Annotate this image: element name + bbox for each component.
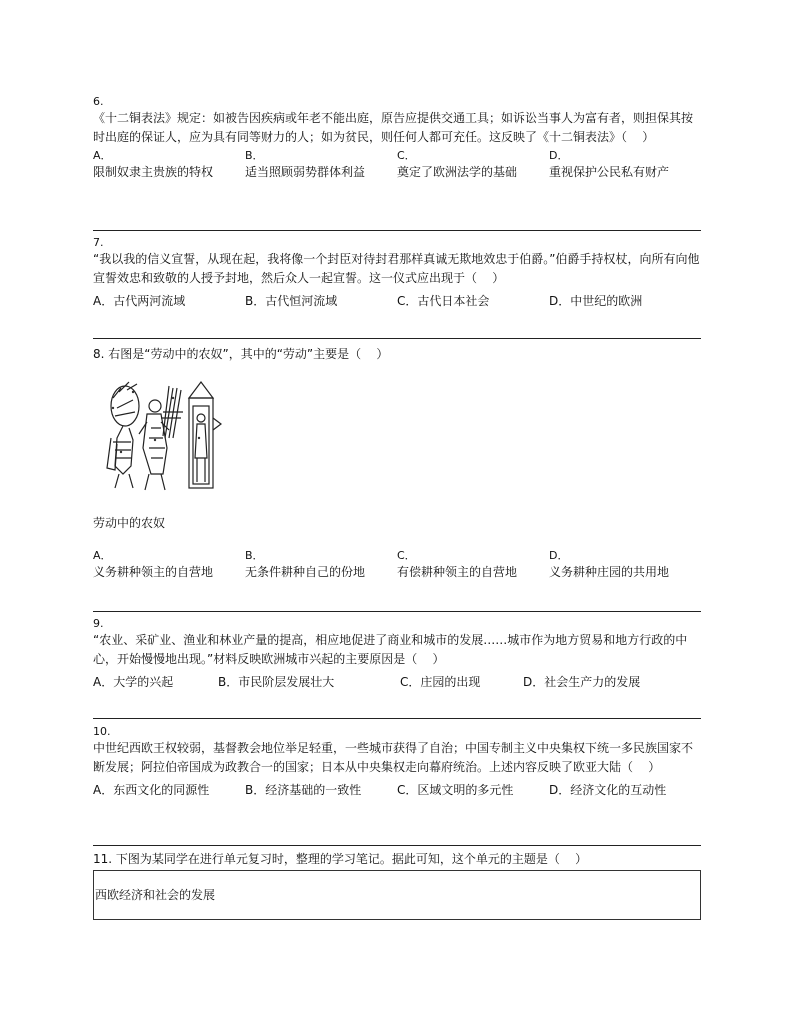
option-label: A． (93, 149, 112, 162)
option-c[interactable] (397, 547, 549, 582)
serfs-labor-woodcut-icon (103, 378, 229, 494)
question-8-options (93, 547, 701, 582)
option-text: 重视保护公民私有财产 (549, 165, 670, 179)
options (93, 147, 701, 182)
option-c[interactable] (397, 147, 549, 182)
question-number: 10. (93, 725, 111, 738)
option-text: 无条件耕种自己的份地 (245, 565, 366, 579)
question-number: 6. (93, 95, 104, 108)
options (93, 547, 701, 582)
option-b[interactable]: B．古代恒河流域 (245, 294, 338, 308)
question-stem: 8. 右图是“劳动中的农奴”，其中的“劳动”主要是（ ） (93, 347, 389, 361)
option-d[interactable]: D．中世纪的欧洲 (549, 294, 643, 308)
option-b[interactable]: B．经济基础的一致性 (245, 783, 362, 797)
divider (93, 338, 701, 339)
option-a[interactable]: A．东西文化的同源性 (93, 783, 210, 797)
question-stem: 11. 下图为某同学在进行单元复习时，整理的学习笔记。据此可知，这个单元的主题是（ ） (93, 852, 588, 866)
option-c[interactable]: C．古代日本社会 (397, 294, 490, 308)
divider (93, 718, 701, 719)
option-a[interactable] (93, 547, 245, 582)
option-label: D． (549, 549, 569, 562)
option-label: C． (397, 149, 416, 162)
question-8 (93, 345, 701, 364)
question-stem: 《十二铜表法》规定：如被告因疾病或年老不能出庭，原告应提供交通工具；如诉讼当事人为富有者，则担保其按时出庭的保证人，应为具有同等财力的人；如为贫民，则任何人都可充任。这反映了《十二铜表法》（ ） (93, 111, 694, 144)
option-label: C． (397, 549, 416, 562)
option-text: 适当照顾弱势群体利益 (245, 165, 366, 179)
question-stem: “农业、采矿业、渔业和林业产量的提高，相应地促进了商业和城市的发展……城市作为地方贸易和地方行政的中心，开始慢慢地出现。”材料反映欧洲城市兴起的主要原因是（ ） (93, 633, 688, 666)
option-a[interactable] (93, 147, 245, 182)
option-label: A． (93, 549, 112, 562)
option-text: 义务耕种领主的自营地 (93, 565, 214, 579)
option-a[interactable]: A．大学的兴起 (93, 675, 174, 689)
question-number: 9. (93, 617, 104, 630)
divider (93, 230, 701, 231)
option-label: D． (549, 149, 569, 162)
options (93, 781, 701, 800)
option-d[interactable] (549, 547, 701, 582)
option-b[interactable]: B．市民阶层发展壮大 (218, 675, 335, 689)
figure-caption: 劳动中的农奴 (93, 516, 166, 530)
question-7 (93, 236, 701, 311)
option-c[interactable]: C．区域文明的多元性 (397, 783, 514, 797)
question-9 (93, 617, 701, 692)
question-10 (93, 725, 701, 800)
question-stem: 中世纪西欧王权较弱，基督教会地位举足轻重，一些城市获得了自治；中国专制主义中央集权下统一多民族国家不断发展；阿拉伯帝国成为政教合一的国家；日本从中央集权走向幕府统治。上述内容反映了欧亚大陆（ ） (93, 741, 694, 774)
study-note-text: 西欧经济和社会的发展 (95, 888, 216, 902)
option-text: 奠定了欧洲法学的基础 (397, 165, 518, 179)
option-a[interactable]: A．古代两河流域 (93, 294, 186, 308)
option-text: 义务耕种庄园的共用地 (549, 565, 670, 579)
study-note-box (93, 870, 701, 920)
option-label: B． (245, 549, 264, 562)
option-b[interactable] (245, 147, 397, 182)
option-label: B． (245, 149, 264, 162)
option-text: 限制奴隶主贵族的特权 (93, 165, 214, 179)
options (93, 673, 693, 692)
option-d[interactable]: D．社会生产力的发展 (523, 675, 641, 689)
question-11 (93, 850, 701, 869)
option-b[interactable] (245, 547, 397, 582)
divider (93, 845, 701, 846)
question-number: 7. (93, 236, 104, 249)
option-d[interactable] (549, 147, 701, 182)
option-d[interactable]: D．经济文化的互动性 (549, 783, 667, 797)
divider (93, 611, 701, 612)
option-text: 有偿耕种领主的自营地 (397, 565, 518, 579)
question-6 (93, 95, 701, 182)
question-stem: “我以我的信义宣誓，从现在起，我将像一个封臣对待封君那样真诚无欺地效忠于伯爵。”伯爵手持权杖，向所有向他宣誓效忠和致敬的人授予封地，然后众人一起宣誓。这一仪式应出现于（ ） (93, 252, 700, 285)
options (93, 292, 701, 311)
option-c[interactable]: C．庄园的出现 (400, 675, 481, 689)
